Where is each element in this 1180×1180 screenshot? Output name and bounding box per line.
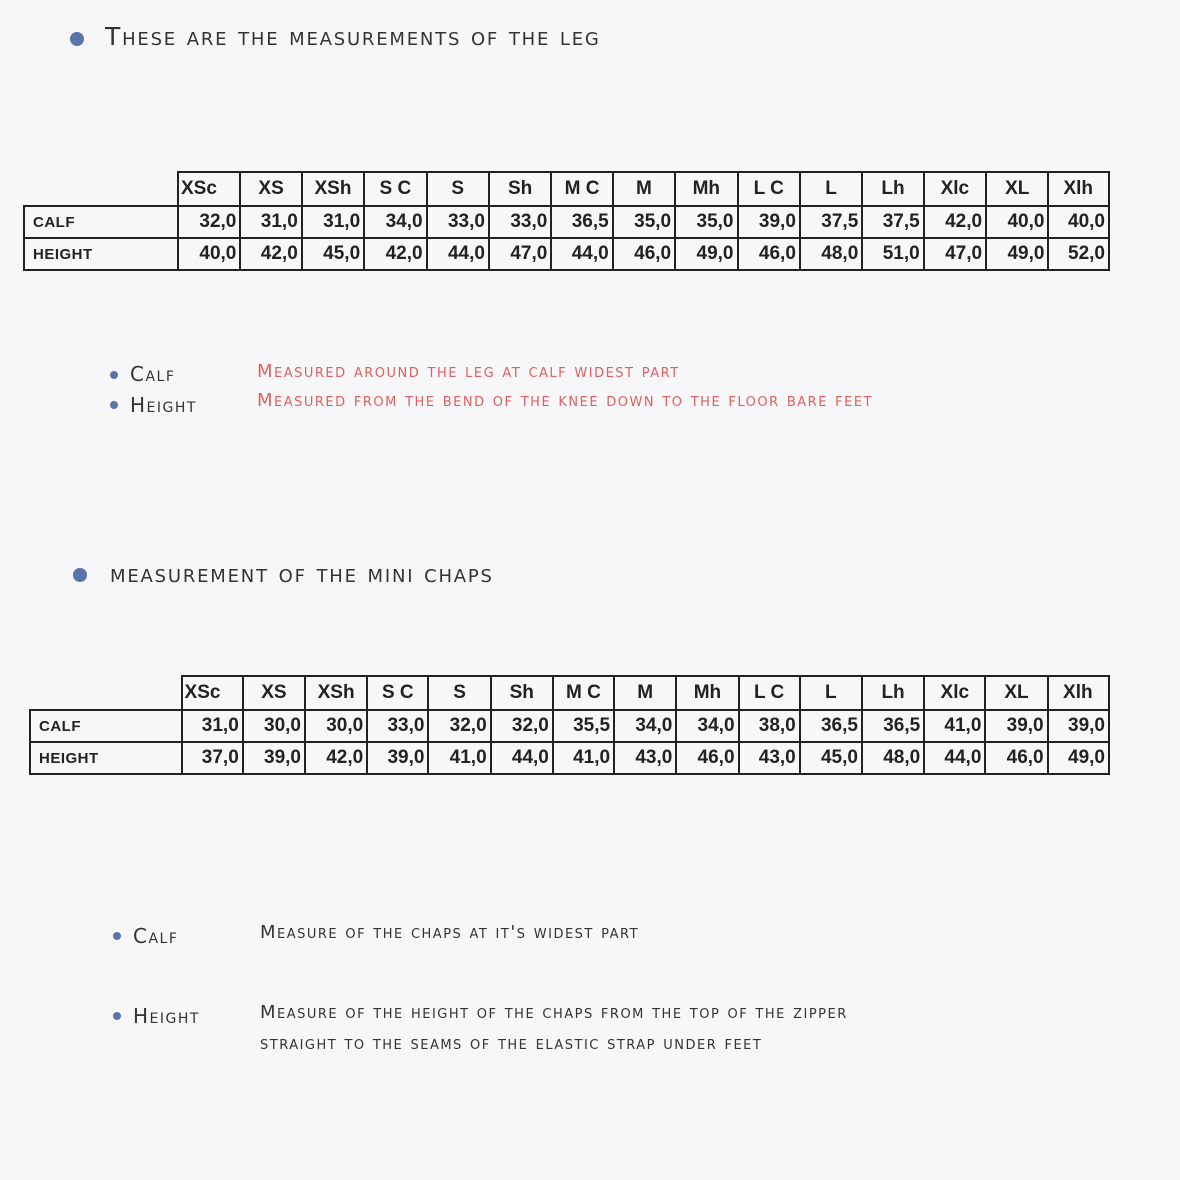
- row-label: HEIGHT: [24, 238, 178, 270]
- table-cell: 39,0: [243, 742, 305, 774]
- size-header: M: [613, 172, 675, 206]
- table-cell: 36,5: [800, 710, 862, 742]
- size-header: L C: [739, 676, 800, 710]
- section-bullet-icon: [73, 568, 87, 582]
- table-cell: 49,0: [1048, 742, 1109, 774]
- table-cell: 34,0: [676, 710, 738, 742]
- height-note-desc: Measured from the bend of the knee down to the floor bare feet: [257, 390, 873, 411]
- height-note-desc-line2: straight to the seams of the elastic strap under feet: [260, 1033, 763, 1054]
- size-header: XSh: [305, 676, 367, 710]
- size-header: M: [614, 676, 676, 710]
- table-cell: 35,0: [613, 206, 675, 238]
- size-header: Xlh: [1048, 676, 1109, 710]
- table-cell: 45,0: [302, 238, 364, 270]
- size-header: S C: [367, 676, 428, 710]
- size-header: M C: [553, 676, 614, 710]
- size-header: Lh: [862, 172, 923, 206]
- size-header: Sh: [491, 676, 553, 710]
- table-cell: 31,0: [240, 206, 301, 238]
- calf-row: [24, 206, 1109, 238]
- table-cell: 43,0: [614, 742, 676, 774]
- table-cell: 32,0: [491, 710, 553, 742]
- table-cell: 42,0: [364, 238, 426, 270]
- size-header: XL: [986, 172, 1048, 206]
- calf-note-term: Calf: [130, 362, 176, 386]
- height-row: [24, 238, 1109, 270]
- table-cell: 51,0: [862, 238, 923, 270]
- table-cell: 41,0: [924, 710, 985, 742]
- table-cell: 41,0: [428, 742, 490, 774]
- row-label: CALF: [24, 206, 178, 238]
- table-cell: 46,0: [738, 238, 800, 270]
- table-cell: 46,0: [985, 742, 1047, 774]
- section-bullet-icon: [70, 32, 84, 46]
- size-header: XSc: [182, 676, 243, 710]
- table-cell: 49,0: [675, 238, 737, 270]
- height-note-term: Height: [130, 393, 197, 417]
- leg-heading: These are the measurements of the leg: [105, 22, 601, 51]
- table-cell: 34,0: [614, 710, 676, 742]
- table-cell: 49,0: [986, 238, 1048, 270]
- table-cell: 42,0: [240, 238, 301, 270]
- note-bullet-icon: [113, 1012, 121, 1020]
- size-header: L: [800, 172, 862, 206]
- note-bullet-icon: [113, 932, 121, 940]
- table-cell: 47,0: [924, 238, 986, 270]
- table-cell: 38,0: [739, 710, 800, 742]
- table-cell: 31,0: [182, 710, 243, 742]
- size-header: XL: [985, 676, 1047, 710]
- table-cell: 37,5: [862, 206, 923, 238]
- blank-cell: [24, 172, 178, 206]
- size-header: Sh: [489, 172, 551, 206]
- table-cell: 40,0: [178, 238, 240, 270]
- table-cell: 39,0: [1048, 710, 1109, 742]
- table-cell: 42,0: [305, 742, 367, 774]
- size-header: Xlh: [1048, 172, 1109, 206]
- size-header: Lh: [862, 676, 924, 710]
- table-cell: 39,0: [367, 742, 428, 774]
- table-cell: 36,5: [551, 206, 612, 238]
- table-cell: 32,0: [428, 710, 490, 742]
- size-header: S: [428, 676, 490, 710]
- chaps-heading: measurement of the mini chaps: [110, 559, 494, 588]
- table-cell: 39,0: [985, 710, 1047, 742]
- height-note-desc-line1: Measure of the height of the chaps from the top of the zipper: [260, 1002, 848, 1023]
- chaps-size-table: [29, 675, 1110, 775]
- note-bullet-icon: [110, 401, 118, 409]
- size-header: XSh: [302, 172, 364, 206]
- table-cell: 41,0: [553, 742, 614, 774]
- size-header: S C: [364, 172, 426, 206]
- size-header: Mh: [676, 676, 738, 710]
- table-cell: 44,0: [551, 238, 612, 270]
- height-note-term: Height: [133, 1004, 200, 1028]
- size-header: Mh: [675, 172, 737, 206]
- table-cell: 31,0: [302, 206, 364, 238]
- table-cell: 48,0: [800, 238, 862, 270]
- table-cell: 30,0: [305, 710, 367, 742]
- calf-note-desc: Measured around the leg at calf widest part: [257, 361, 680, 382]
- size-header: XS: [243, 676, 305, 710]
- table-cell: 47,0: [489, 238, 551, 270]
- table-cell: 42,0: [924, 206, 986, 238]
- table-cell: 33,0: [367, 710, 428, 742]
- leg-size-table: [23, 171, 1110, 271]
- size-header: Xlc: [924, 676, 985, 710]
- size-header-row: [24, 172, 1109, 206]
- table-cell: 40,0: [1048, 206, 1109, 238]
- table-cell: 44,0: [427, 238, 489, 270]
- size-header: XSc: [178, 172, 240, 206]
- table-cell: 40,0: [986, 206, 1048, 238]
- calf-note-desc: Measure of the chaps at it's widest part: [260, 922, 640, 943]
- table-cell: 52,0: [1048, 238, 1109, 270]
- size-header: Xlc: [924, 172, 986, 206]
- note-bullet-icon: [110, 371, 118, 379]
- table-cell: 46,0: [613, 238, 675, 270]
- table-cell: 36,5: [862, 710, 924, 742]
- row-label: CALF: [30, 710, 182, 742]
- table-cell: 34,0: [364, 206, 426, 238]
- table-cell: 35,5: [553, 710, 614, 742]
- calf-note-term: Calf: [133, 924, 179, 948]
- table-cell: 44,0: [924, 742, 985, 774]
- table-cell: 45,0: [800, 742, 862, 774]
- table-cell: 48,0: [862, 742, 924, 774]
- table-cell: 37,0: [182, 742, 243, 774]
- size-header-row: [30, 676, 1109, 710]
- table-cell: 33,0: [489, 206, 551, 238]
- table-cell: 35,0: [675, 206, 737, 238]
- blank-cell: [30, 676, 182, 710]
- table-cell: 39,0: [738, 206, 800, 238]
- table-cell: 37,5: [800, 206, 862, 238]
- size-header: L C: [738, 172, 800, 206]
- size-header: M C: [551, 172, 612, 206]
- row-label: HEIGHT: [30, 742, 182, 774]
- table-cell: 46,0: [676, 742, 738, 774]
- calf-row: [30, 710, 1109, 742]
- table-cell: 33,0: [427, 206, 489, 238]
- size-header: L: [800, 676, 862, 710]
- table-cell: 44,0: [491, 742, 553, 774]
- table-cell: 32,0: [178, 206, 240, 238]
- size-header: S: [427, 172, 489, 206]
- table-cell: 30,0: [243, 710, 305, 742]
- table-cell: 43,0: [739, 742, 800, 774]
- size-header: XS: [240, 172, 301, 206]
- height-row: [30, 742, 1109, 774]
